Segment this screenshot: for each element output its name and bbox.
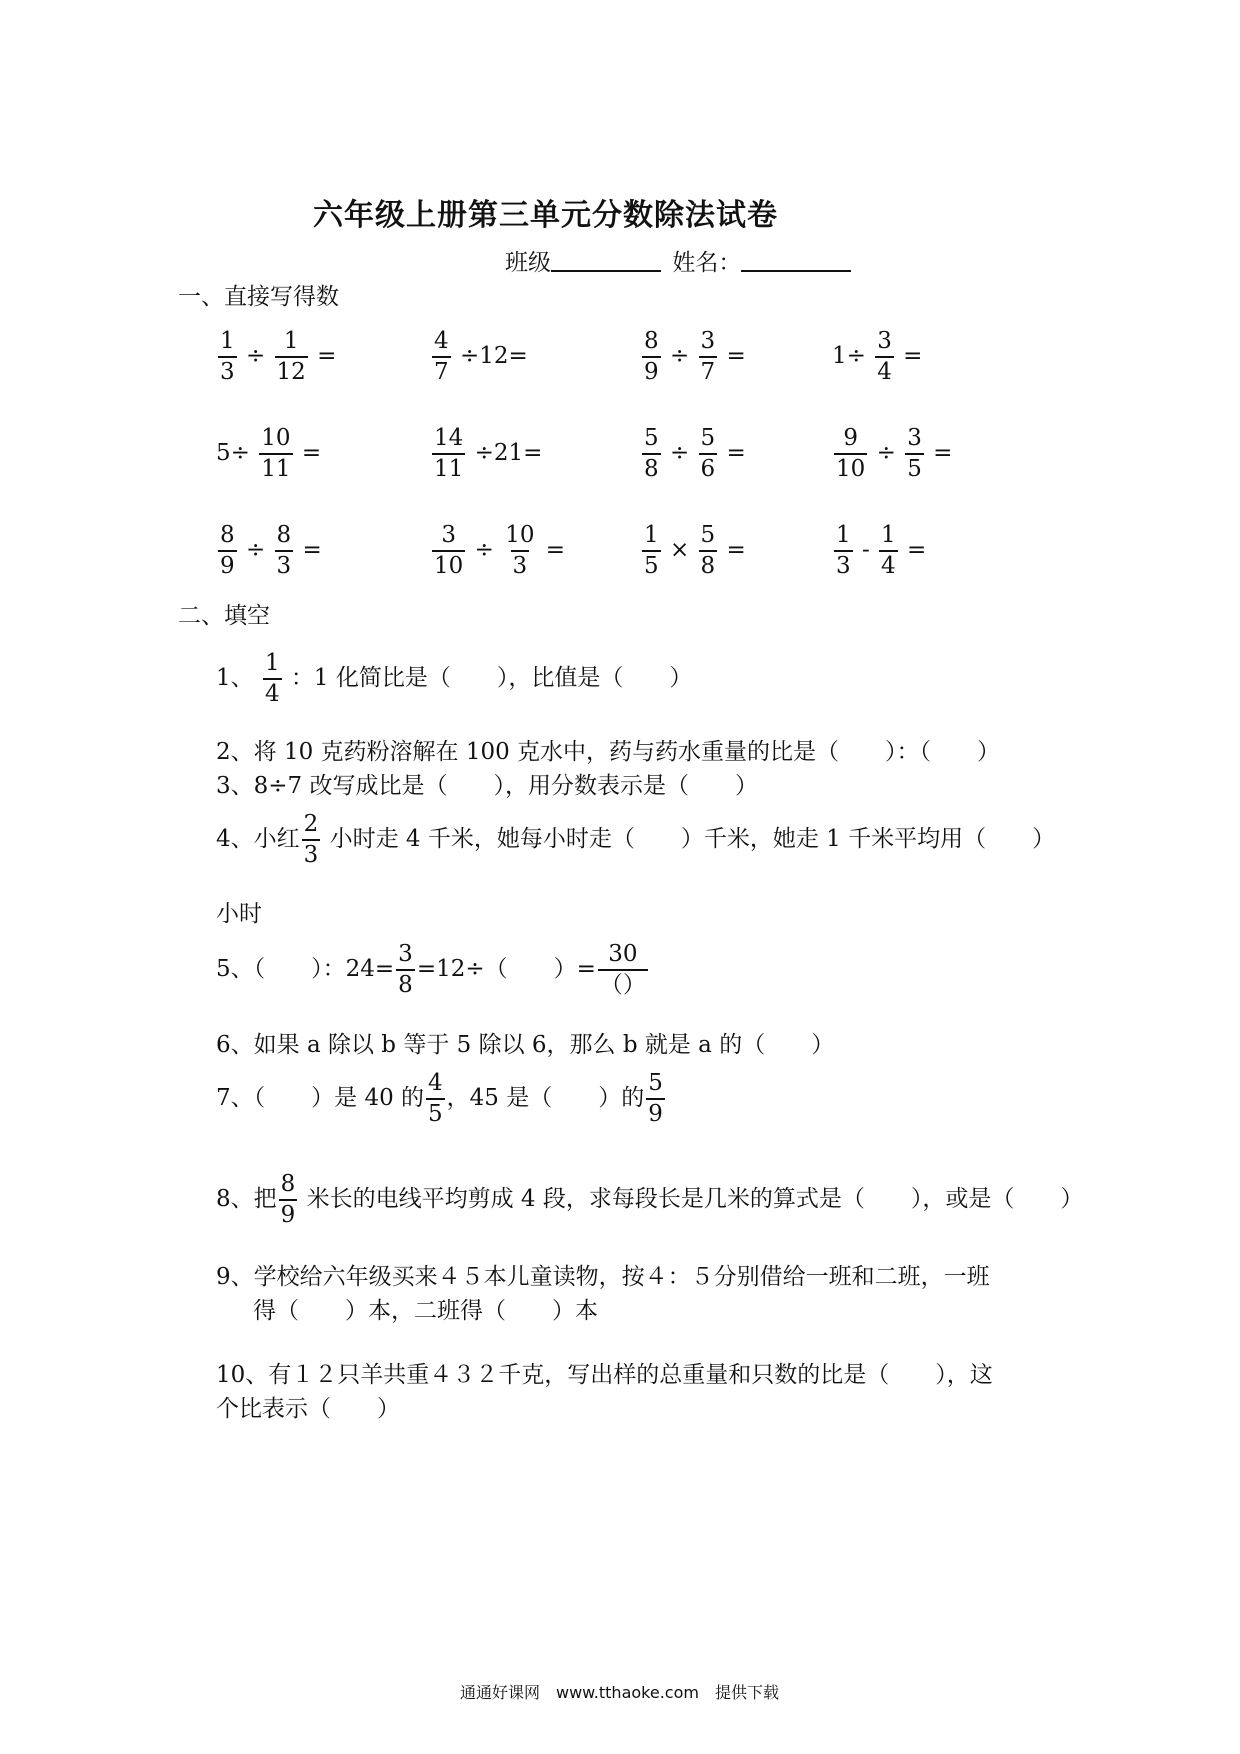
fraction: $\frac{3}{7}$ bbox=[700, 328, 716, 385]
student-info-line bbox=[505, 244, 851, 277]
calc-item: $\frac{9}{10}$ ÷ $\frac{3}{5}$ = bbox=[836, 425, 953, 482]
fraction: $\frac{8}{9}$ bbox=[280, 1171, 296, 1228]
calc-item: 1÷ $\frac{3}{4}$ = bbox=[832, 328, 923, 385]
class-blank bbox=[551, 246, 661, 272]
calc-item: $\frac{4}{7}$ ÷12= bbox=[434, 328, 528, 385]
calc-item: $\frac{5}{8}$ ÷ $\frac{5}{6}$ = bbox=[644, 425, 746, 482]
fraction: $\frac{5}{8}$ bbox=[700, 522, 716, 579]
fraction: $\frac{8}{3}$ bbox=[276, 522, 292, 579]
calc-item: $\frac{1}{3}$ - $\frac{1}{4}$ = bbox=[836, 522, 927, 579]
fraction: $\frac{5}{8}$ bbox=[644, 425, 659, 482]
fraction: $\frac{14}{11}$ bbox=[434, 425, 464, 482]
fraction: $\frac{3}{10}$ bbox=[434, 522, 464, 579]
class-label: 班级 bbox=[505, 250, 551, 276]
calc-item: $\frac{3}{10}$ ÷ $\frac{10}{3}$ = bbox=[434, 522, 566, 579]
question-5: 5、（ ）：24= $\frac{3}{8}$ =12÷（ ）= $\frac{30}{()}$ bbox=[216, 941, 646, 998]
question-10-line2: 个比表示（ ） bbox=[216, 1396, 400, 1422]
calc-item: $\frac{14}{11}$ ÷21= bbox=[434, 425, 543, 482]
section2-heading: 二、填空 bbox=[178, 603, 270, 629]
fraction: $\frac{4}{7}$ bbox=[434, 328, 449, 385]
footer-source: 通通好课网 www.tthaoke.com 提供下载 bbox=[460, 1683, 779, 1702]
name-label: 姓名： bbox=[672, 250, 742, 276]
fraction: $\frac{1}{5}$ bbox=[644, 522, 659, 579]
calc-item: $\frac{1}{3}$ ÷ $\frac{1}{12}$ = bbox=[220, 328, 337, 385]
fraction: $\frac{5}{6}$ bbox=[700, 425, 716, 482]
fraction: $\frac{9}{10}$ bbox=[836, 425, 866, 482]
fraction: $\frac{1}{3}$ bbox=[220, 328, 235, 385]
question-10-line1: 10、有１２只羊共重４３２千克，写出样的总重量和只数的比是（ ），这 bbox=[216, 1362, 993, 1388]
fraction: $\frac{8}{9}$ bbox=[220, 522, 235, 579]
fraction: $\frac{1}{12}$ bbox=[276, 328, 306, 385]
fraction: $\frac{1}{3}$ bbox=[836, 522, 851, 579]
fraction: $\frac{10}{3}$ bbox=[505, 522, 535, 579]
calc-item: 5÷ $\frac{10}{11}$ = bbox=[216, 425, 322, 482]
calc-item: $\frac{8}{9}$ ÷ $\frac{3}{7}$ = bbox=[644, 328, 746, 385]
calc-item: $\frac{1}{5}$ × $\frac{5}{8}$ = bbox=[644, 522, 746, 579]
question-8: 8、把 $\frac{8}{9}$ 米长的电线平均剪成 4 段，求每段长是几米的算式是（ ），或是（ ） bbox=[216, 1171, 1084, 1228]
fraction: $\frac{5}{9}$ bbox=[648, 1070, 663, 1127]
fraction: $\frac{4}{5}$ bbox=[428, 1070, 443, 1127]
question-6: 6、如果 a 除以 b 等于 5 除以 6，那么 b 就是 a 的（ ） bbox=[216, 1032, 835, 1058]
question-9-line2: 得（ ）本，二班得（ ）本 bbox=[253, 1298, 598, 1324]
question-3: 3、8÷7 改写成比是（ ），用分数表示是（ ） bbox=[216, 773, 758, 799]
question-2: 2、将 10 克药粉溶解在 100 克水中，药与药水重量的比是（ ）：（ ） bbox=[216, 739, 1001, 765]
fraction: $\frac{30}{()}$ bbox=[599, 941, 646, 998]
section1-heading: 一、直接写得数 bbox=[178, 284, 339, 310]
question-9-line1: 9、学校给六年级买来４５本儿童读物，按４：５分别借给一班和二班，一班 bbox=[216, 1264, 990, 1290]
fraction: $\frac{2}{3}$ bbox=[303, 811, 319, 868]
question-4: 4、小红 $\frac{2}{3}$ 小时走 4 千米，她每小时走（ ）千米，她走 1 千米平均用（ ） bbox=[216, 811, 1056, 868]
name-blank bbox=[741, 246, 851, 272]
fraction: $\frac{3}{8}$ bbox=[398, 941, 413, 998]
page-title: 六年级上册第三单元分数除法试卷 bbox=[313, 198, 778, 233]
fraction: $\frac{3}{5}$ bbox=[907, 425, 922, 482]
fraction: $\frac{8}{9}$ bbox=[644, 328, 659, 385]
question-7: 7、（ ）是 40 的 $\frac{4}{5}$ ，45 是（ ）的 $\frac{5}{9}$ bbox=[216, 1070, 663, 1127]
fraction: $\frac{3}{4}$ bbox=[877, 328, 892, 385]
question-4-continued: 小时 bbox=[216, 901, 262, 927]
fraction: $\frac{1}{4}$ bbox=[881, 522, 896, 579]
calc-item: $\frac{8}{9}$ ÷ $\frac{8}{3}$ = bbox=[220, 522, 322, 579]
fraction: $\frac{1}{4}$ bbox=[264, 650, 280, 707]
question-1: 1、 $\frac{1}{4}$ ：1 化简比是（ ），比值是（ ） bbox=[216, 650, 693, 707]
fraction: $\frac{10}{11}$ bbox=[261, 425, 291, 482]
